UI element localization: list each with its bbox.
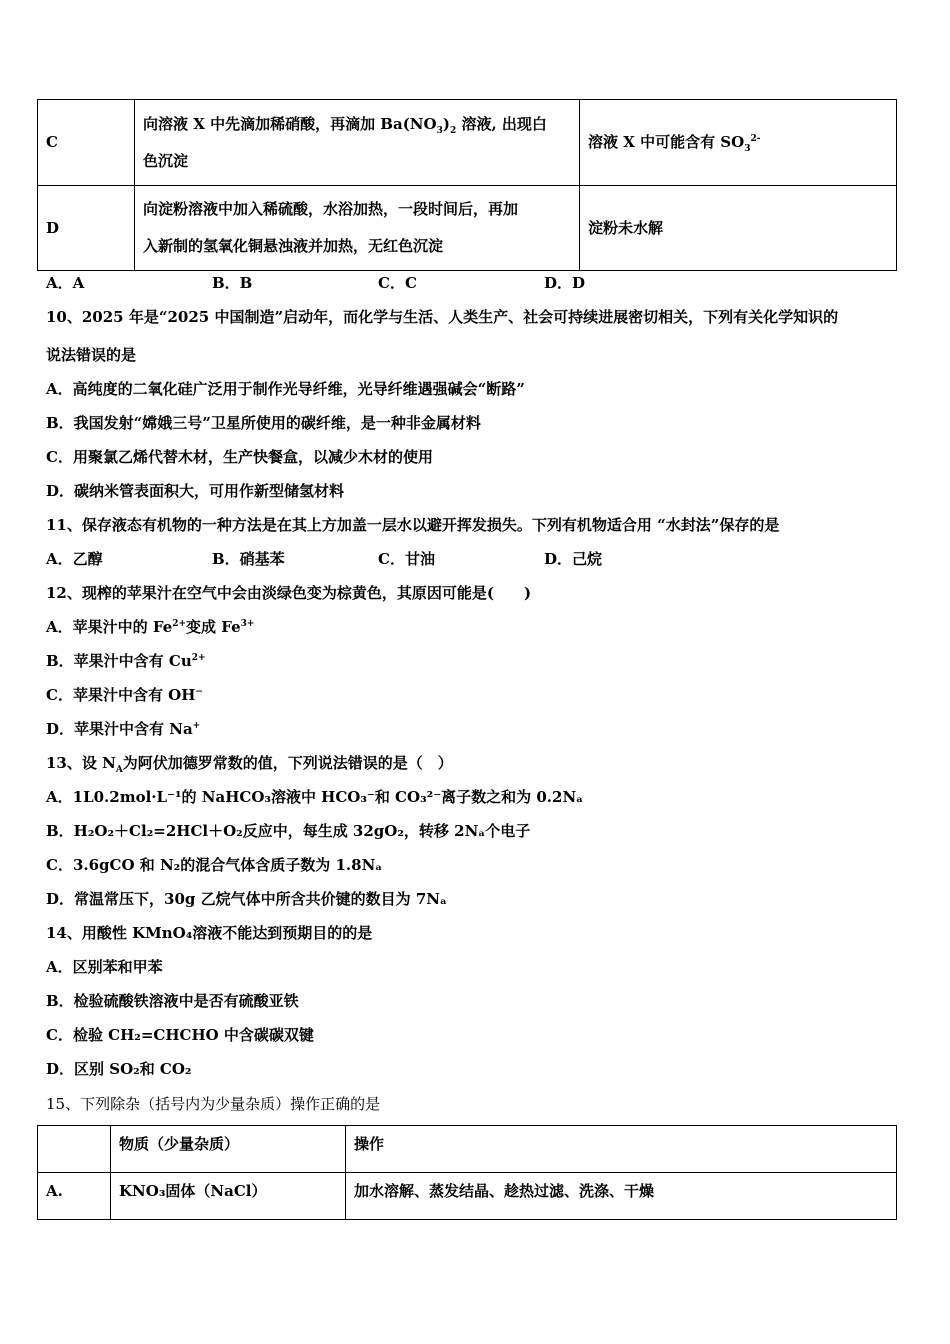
q14-option-d[interactable]: D．区别 SO₂和 CO₂ (46, 1060, 192, 1078)
operation-cell: 加水溶解、蒸发结晶、趁热过滤、洗涤、干燥 (346, 1173, 897, 1220)
option-a[interactable]: A．A (46, 274, 85, 292)
header-cell: 物质（少量杂质） (111, 1126, 346, 1173)
q12-option-b[interactable]: B．苹果汁中含有 $Cu^{2+}$ (46, 652, 206, 670)
q10-option-a[interactable]: A．高纯度的二氧化硅广泛用于制作光导纤维，光导纤维遇强碱会“断路” (46, 380, 525, 398)
conclusion-cell: 淀粉未水解 (580, 186, 897, 271)
q11-options (46, 549, 710, 569)
option-a[interactable]: A．乙醇 (46, 550, 103, 568)
q12-stem: 12、现榨的苹果汁在空气中会由淡绿色变为棕黄色，其原因可能是( ) (46, 584, 532, 602)
option-b[interactable]: B．硝基苯 (212, 550, 285, 568)
q10-option-c[interactable]: C．用聚氯乙烯代替木材，生产快餐盒，以减少木材的使用 (46, 448, 433, 466)
table-row (38, 100, 897, 186)
substance-cell: KNO₃固体（NaCl） (111, 1173, 346, 1220)
q14-stem: 14、用酸性 KMnO₄溶液不能达到预期目的的是 (46, 924, 373, 942)
option-d[interactable]: D．D (544, 274, 586, 292)
q10-stem-line1: 10、2025 年是“2025 中国制造”启动年，而化学与生活、人类生产、社会可持续进展密切相关，下列有关化学知识的 (46, 308, 839, 326)
option-c[interactable]: C．C (378, 274, 417, 292)
q13-option-a[interactable]: A．1L0.2mol·L⁻¹的 NaHCO₃溶液中 HCO₃⁻和 CO₃²⁻离子数之和为 0.2Nₐ (46, 788, 584, 806)
table-row (38, 186, 897, 271)
q10-option-d[interactable]: D．碳纳米管表面积大，可用作新型储氢材料 (46, 482, 345, 500)
q12-option-a[interactable]: A．苹果汁中的 $Fe^{2+}$变成 $Fe^{3+}$ (46, 618, 255, 636)
q12-option-c[interactable]: C．苹果汁中含有 OH− (46, 686, 203, 704)
table-row (38, 1173, 897, 1220)
q9-options (46, 273, 710, 293)
q13-option-b[interactable]: B．H₂O₂＋Cl₂=2HCl＋O₂反应中，每生成 32gO₂，转移 2Nₐ个电子 (46, 822, 531, 840)
option-d[interactable]: D．己烷 (544, 550, 603, 568)
row-label: A. (38, 1173, 111, 1220)
header-cell: 操作 (346, 1126, 897, 1173)
q13-option-c[interactable]: C．3.6gCO 和 N₂的混合气体含质子数为 1.8Nₐ (46, 856, 383, 874)
operation-cell: 向淀粉溶液中加入稀硫酸，水浴加热，一段时间后，再加 入新制的氢氧化铜悬浊液并加热，无红色沉淀 (135, 186, 580, 271)
q14-option-a[interactable]: A．区别苯和甲苯 (46, 958, 163, 976)
row-label: D (38, 186, 135, 271)
conclusion-cell: 溶液 X 中可能含有 $SO_3^{2-}$ (580, 100, 897, 186)
table-header-row (38, 1126, 897, 1173)
q13-option-d[interactable]: D．常温常压下，30g 乙烷气体中所含共价键的数目为 7Nₐ (46, 890, 447, 908)
option-c[interactable]: C．甘油 (378, 550, 435, 568)
option-b[interactable]: B．B (212, 274, 253, 292)
q13-stem: 13、设 $N_A$为阿伏加德罗常数的值，下列说法错误的是（ ） (46, 754, 453, 775)
q12-option-d[interactable]: D．苹果汁中含有 Na+ (46, 720, 201, 738)
header-cell (38, 1126, 111, 1173)
row-label: C (38, 100, 135, 186)
q11-stem: 11、保存液态有机物的一种方法是在其上方加盖一层水以避开挥发损失。下列有机物适合用 “水封法”保存的是 (46, 516, 780, 534)
q14-option-b[interactable]: B．检验硫酸铁溶液中是否有硫酸亚铁 (46, 992, 299, 1010)
q10-stem-line2: 说法错误的是 (46, 346, 137, 364)
options-table-1 (37, 99, 897, 271)
operation-cell: 向溶液 X 中先滴加稀硝酸，再滴加 $Ba(NO_3)_2$ 溶液, 出现白 色沉淀 (135, 100, 580, 186)
q14-option-c[interactable]: C．检验 CH₂=CHCHO 中含碳碳双键 (46, 1026, 314, 1044)
q15-table (37, 1125, 897, 1220)
q15-stem: 15、下列除杂（括号内为少量杂质）操作正确的是 (46, 1095, 381, 1113)
q10-option-b[interactable]: B．我国发射“嫦娥三号”卫星所使用的碳纤维，是一种非金属材料 (46, 414, 481, 432)
